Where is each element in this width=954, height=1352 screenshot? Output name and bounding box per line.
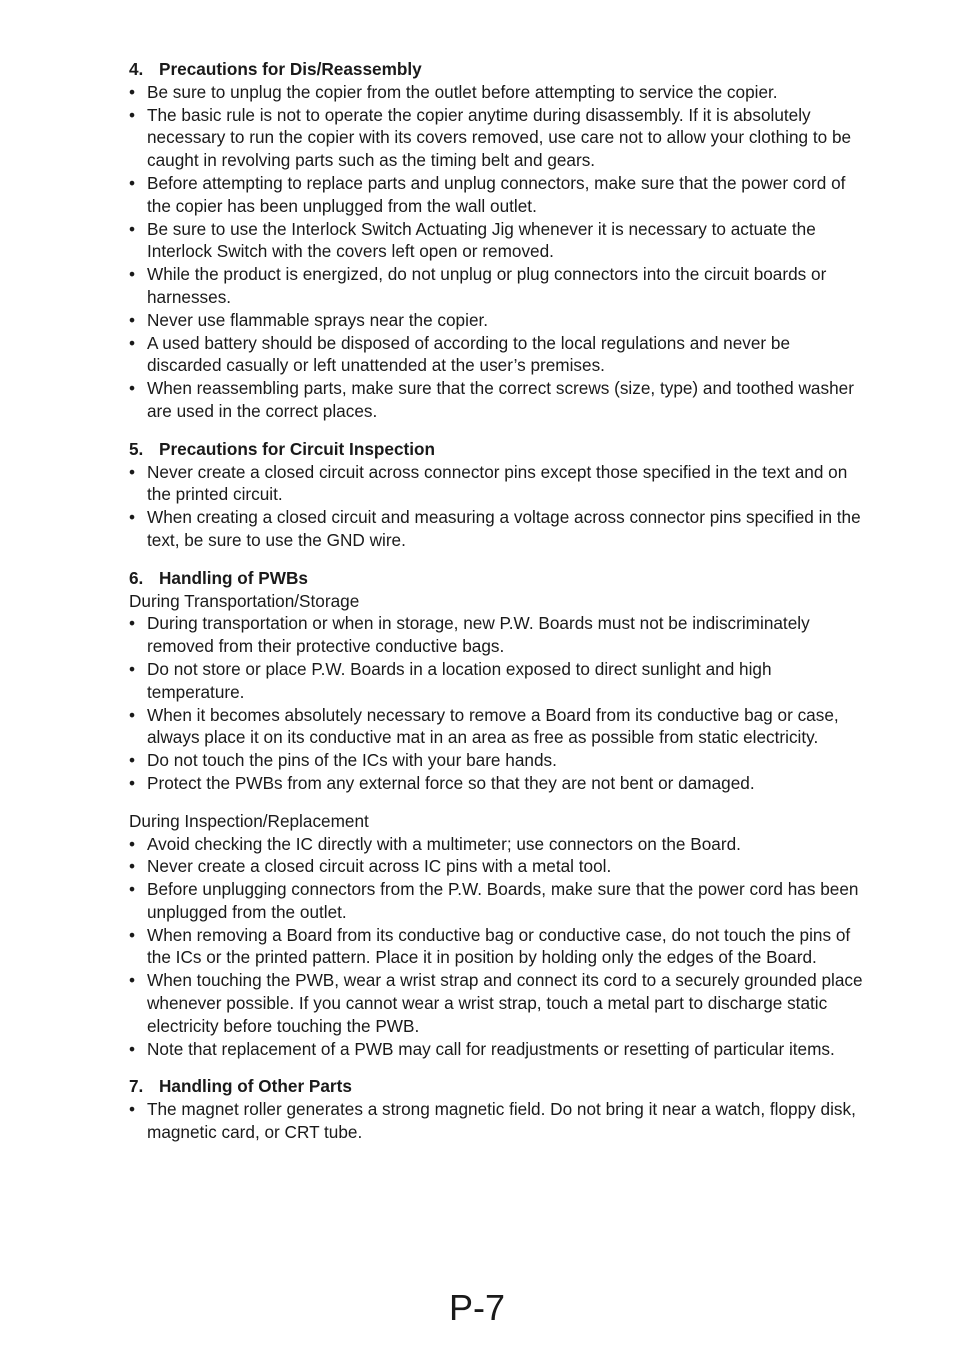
section-1 bbox=[129, 58, 864, 423]
list-item-text: Note that replacement of a PWB may call for readjustments or resetting of particular items. bbox=[147, 1038, 835, 1059]
list-item-text: When reassembling parts, make sure that the correct screws (size, type) and toothed washer are used in the correct places. bbox=[147, 378, 854, 421]
page-number: P-7 bbox=[448, 1287, 506, 1328]
bullet-icon: • bbox=[129, 172, 136, 193]
list-item bbox=[129, 461, 864, 507]
list-item-text: When it becomes absolutely necessary to remove a Board from its conductive bag or case, always place it on its conductive mat in an area as free as possible from static electricity. bbox=[147, 704, 839, 748]
section-number: 5. bbox=[129, 438, 144, 459]
list-item-text: Never create a closed circuit across connector pins except those specified in the text and on the printed circuit. bbox=[147, 461, 848, 505]
bullet-icon: • bbox=[129, 332, 136, 353]
bullet-icon: • bbox=[129, 1099, 136, 1120]
list-item bbox=[129, 1098, 864, 1144]
bullet-icon: • bbox=[129, 378, 136, 399]
subsection-title: During Transportation/Storage bbox=[129, 590, 360, 611]
bullet-icon: • bbox=[129, 750, 136, 771]
list-item bbox=[129, 263, 864, 309]
list-item bbox=[129, 81, 864, 104]
list-item-text: The magnet roller generates a strong magnetic field. Do not bring it near a watch, floppy disk, magnetic card, or CRT tube. bbox=[147, 1099, 856, 1143]
list-item-text: Protect the PWBs from any external force so that they are not bent or damaged. bbox=[147, 772, 755, 793]
section-heading bbox=[129, 438, 864, 461]
bullet-icon: • bbox=[129, 507, 136, 528]
bullet-icon: • bbox=[129, 461, 136, 482]
list-item bbox=[129, 218, 864, 264]
list-item-text: When creating a closed circuit and measuring a voltage across connector pins specified in the text, be sure to use the GND wire. bbox=[147, 507, 861, 550]
list-item bbox=[129, 377, 864, 423]
list-item-text: During transportation or when in storage, new P.W. Boards must not be indiscriminately removed from their protective conductive bags. bbox=[147, 613, 810, 657]
bullet-icon: • bbox=[129, 309, 136, 330]
section-title: Precautions for Circuit Inspection bbox=[159, 438, 435, 459]
list-item-text: Be sure to unplug the copier from the outlet before attempting to service the copier. bbox=[147, 81, 778, 102]
bullet-icon: • bbox=[129, 218, 136, 239]
list-item bbox=[129, 704, 864, 750]
bullet-icon: • bbox=[129, 104, 136, 125]
section-3 bbox=[129, 567, 864, 1061]
document-body bbox=[129, 58, 864, 1159]
list-item bbox=[129, 506, 864, 552]
list-item bbox=[129, 172, 864, 218]
list-item bbox=[129, 833, 864, 856]
list-item-text: Do not store or place P.W. Boards in a location exposed to direct sunlight and high temperature. bbox=[147, 658, 772, 702]
bullet-list bbox=[129, 1098, 864, 1144]
section-title: Precautions for Dis/Reassembly bbox=[159, 59, 422, 79]
bullet-icon: • bbox=[129, 1038, 136, 1059]
bullet-icon: • bbox=[129, 658, 136, 679]
list-item-text: Never create a closed circuit across IC pins with a metal tool. bbox=[147, 856, 612, 877]
list-item-text: A used battery should be disposed of according to the local regulations and never be discarded casually or left unattended at the user’s premises. bbox=[147, 332, 791, 376]
section-heading bbox=[129, 1075, 864, 1098]
list-item-text: When touching the PWB, wear a wrist strap and connect its cord to a securely grounded place whenever possible. If you cannot wear a wrist strap, touch a metal part to discharge static electricity before touching the PWB. bbox=[147, 970, 863, 1036]
list-item bbox=[129, 924, 864, 970]
section-number: 4. bbox=[129, 59, 144, 79]
section-2 bbox=[129, 438, 864, 552]
bullet-icon: • bbox=[129, 970, 136, 991]
bullet-list bbox=[129, 833, 864, 1061]
section-heading bbox=[129, 58, 864, 81]
list-item bbox=[129, 855, 864, 878]
section-number: 6. bbox=[129, 567, 144, 588]
bullet-icon: • bbox=[129, 264, 136, 285]
list-item bbox=[129, 612, 864, 658]
bullet-list bbox=[129, 81, 864, 423]
list-item bbox=[129, 1038, 864, 1061]
list-item bbox=[129, 309, 864, 332]
list-item-text: Before attempting to replace parts and unplug connectors, make sure that the power cord of the copier has been unplugged from the wall outlet. bbox=[147, 172, 846, 216]
list-item bbox=[129, 772, 864, 795]
subsection-title: During Inspection/Replacement bbox=[129, 810, 369, 831]
section-number: 7. bbox=[129, 1076, 144, 1097]
bullet-icon: • bbox=[129, 833, 136, 854]
bullet-icon: • bbox=[129, 879, 136, 900]
list-item bbox=[129, 878, 864, 924]
list-item-text: While the product is energized, do not unplug or plug connectors into the circuit boards or harnesses. bbox=[147, 264, 827, 307]
list-item-text: Do not touch the pins of the ICs with your bare hands. bbox=[147, 750, 557, 771]
section-heading bbox=[129, 567, 864, 590]
list-item-text: Avoid checking the IC directly with a multimeter; use connectors on the Board. bbox=[147, 833, 741, 854]
list-item bbox=[129, 969, 864, 1037]
bullet-icon: • bbox=[129, 81, 136, 102]
list-item-text: When removing a Board from its conductive bag or conductive case, do not touch the pins of the ICs or the printed pattern. Place it in position by holding only the edges of the Board. bbox=[147, 924, 851, 968]
bullet-icon: • bbox=[129, 613, 136, 634]
list-item bbox=[129, 104, 864, 172]
list-item bbox=[129, 749, 864, 772]
bullet-list bbox=[129, 461, 864, 552]
bullet-icon: • bbox=[129, 772, 136, 793]
list-item-text: Before unplugging connectors from the P.W. Boards, make sure that the power cord has been unplugged from the outlet. bbox=[147, 879, 859, 922]
bullet-list bbox=[129, 612, 864, 794]
list-item-text: The basic rule is not to operate the copier anytime during disassembly. If it is absolutely necessary to run the copier with its covers removed, use care not to allow your clothing to be caught in revolving parts such as the timing belt and gears. bbox=[147, 104, 852, 171]
section-4 bbox=[129, 1075, 864, 1143]
section-title: Handling of Other Parts bbox=[159, 1076, 352, 1097]
bullet-icon: • bbox=[129, 924, 136, 945]
section-title: Handling of PWBs bbox=[159, 567, 308, 588]
list-item-text: Be sure to use the Interlock Switch Actuating Jig whenever it is necessary to actuate the Interlock Switch with the covers left open or removed. bbox=[147, 218, 816, 262]
list-item bbox=[129, 658, 864, 704]
list-item bbox=[129, 332, 864, 378]
bullet-icon: • bbox=[129, 704, 136, 725]
list-item-text: Never use flammable sprays near the copier. bbox=[147, 309, 489, 330]
bullet-icon: • bbox=[129, 856, 136, 877]
